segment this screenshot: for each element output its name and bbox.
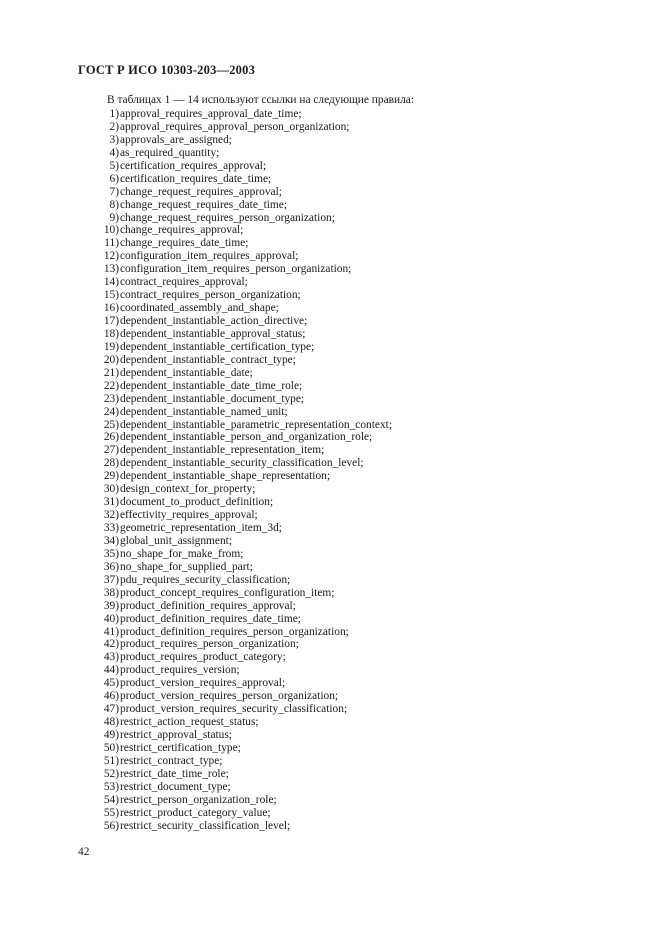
rule-number: 32) (103, 509, 119, 522)
rule-number: 1) (109, 108, 119, 120)
rule-name: change_request_requires_approval; (120, 185, 282, 198)
rule-name: change_requires_date_time; (120, 237, 249, 250)
rule-name: dependent_instantiable_person_and_organization_role; (120, 431, 373, 444)
rule-number: 49) (103, 729, 119, 741)
rule-name: product_requires_version; (120, 664, 240, 677)
rule-number: 11) (104, 237, 119, 250)
rule-name: restrict_product_category_value; (120, 806, 271, 819)
rule-name: certification_requires_date_time; (120, 172, 272, 185)
rule-name: effectivity_requires_approval; (120, 509, 258, 522)
rule-number: 47) (103, 703, 119, 716)
rule-number: 26) (103, 431, 119, 444)
rule-number: 15) (103, 289, 119, 302)
rule-number: 55) (103, 806, 119, 819)
rule-number: 39) (103, 599, 119, 612)
rule-name: dependent_instantiable_parametric_representation_context; (120, 418, 393, 431)
rule-number: 30) (103, 483, 119, 496)
rule-name: restrict_certification_type; (120, 741, 241, 754)
rule-number: 53) (103, 780, 119, 793)
rule-name: contract_requires_person_organization; (120, 289, 301, 302)
rule-name: approval_requires_approval_date_time; (120, 108, 302, 120)
rule-number: 23) (103, 392, 119, 405)
page-header: ГОСТ Р ИСО 10303-203—2003 (78, 63, 256, 77)
rule-number: 54) (103, 793, 119, 806)
rule-number: 24) (103, 405, 119, 418)
rule-name: change_requires_approval; (120, 224, 244, 237)
rule-number: 46) (103, 690, 119, 703)
rule-number: 52) (103, 767, 119, 780)
intro-paragraph: В таблицах 1 — 14 используют ссылки на следующие правила: (107, 94, 415, 106)
rule-name: dependent_instantiable_document_type; (120, 392, 305, 405)
rule-name: dependent_instantiable_named_unit; (120, 405, 288, 418)
rule-name: product_requires_person_organization; (120, 638, 299, 651)
rule-name: restrict_approval_status; (120, 729, 232, 741)
rule-number: 44) (103, 664, 119, 677)
rule-number: 8) (109, 198, 119, 211)
rule-name: product_definition_requires_date_time; (120, 612, 301, 625)
rule-number: 14) (103, 276, 119, 289)
rule-name: no_shape_for_make_from; (120, 547, 244, 560)
rule-name: no_shape_for_supplied_part; (120, 560, 253, 573)
rule-name: restrict_security_classification_level; (120, 819, 291, 832)
rule-number: 45) (103, 677, 119, 690)
rule-number: 33) (103, 522, 119, 534)
rule-name: dependent_instantiable_action_directive; (120, 315, 308, 327)
rule-number: 43) (103, 651, 119, 664)
rule-number: 40) (103, 612, 119, 625)
rule-number: 12) (103, 250, 119, 263)
rule-name: certification_requires_approval; (120, 159, 267, 172)
rule-number: 51) (103, 754, 119, 767)
page-number: 42 (78, 846, 90, 858)
rule-name: restrict_action_request_status; (120, 716, 259, 729)
rule-number: 18) (103, 327, 119, 340)
rule-name: restrict_date_time_role; (120, 767, 229, 780)
rule-number: 35) (103, 547, 119, 560)
rule-name: dependent_instantiable_security_classification_level; (120, 457, 364, 470)
rule-name: dependent_instantiable_contract_type; (120, 353, 296, 366)
rule-number: 22) (103, 379, 119, 392)
rule-name: configuration_item_requires_person_organization; (120, 263, 352, 276)
rule-name: global_unit_assignment; (120, 534, 232, 547)
rule-number: 31) (103, 496, 119, 509)
rule-number: 28) (103, 457, 119, 470)
rule-number: 16) (103, 302, 119, 315)
rule-number: 56) (103, 819, 119, 832)
rule-number: 4) (109, 146, 119, 159)
rule-name: product_version_requires_security_classification; (120, 703, 348, 716)
rule-number: 29) (103, 470, 119, 483)
rule-number: 6) (109, 172, 119, 185)
rule-name: dependent_instantiable_representation_item; (120, 444, 325, 457)
rule-name: dependent_instantiable_date; (120, 366, 253, 379)
rule-number: 19) (103, 340, 119, 353)
rule-number: 17) (103, 315, 119, 327)
rule-name: pdu_requires_security_classification; (120, 573, 291, 586)
rule-name: design_context_for_property; (120, 483, 256, 496)
rule-name: document_to_product_definition; (120, 496, 274, 509)
rule-number: 10) (103, 224, 119, 237)
rule-number: 50) (103, 741, 119, 754)
rule-name: product_version_requires_approval; (120, 677, 286, 690)
rule-name: product_concept_requires_configuration_item; (120, 586, 335, 599)
rule-name: approval_requires_approval_person_organization; (120, 120, 350, 133)
rule-name: product_version_requires_person_organization; (120, 690, 339, 703)
rule-name: approvals_are_assigned; (120, 133, 232, 146)
rule-number: 38) (103, 586, 119, 599)
rule-name: geometric_representation_item_3d; (120, 522, 282, 534)
rule-number: 20) (103, 353, 119, 366)
rule-number: 9) (109, 211, 119, 224)
rule-number: 25) (103, 418, 119, 431)
rule-name: product_definition_requires_approval; (120, 599, 296, 612)
rule-number: 7) (109, 185, 119, 198)
rule-name: change_request_requires_person_organization; (120, 211, 335, 224)
rule-number: 2) (109, 120, 119, 133)
rule-number: 21) (103, 366, 119, 379)
rule-number: 3) (109, 133, 119, 146)
rule-number: 27) (103, 444, 119, 457)
rule-name: coordinated_assembly_and_shape; (120, 302, 279, 315)
rule-name: restrict_person_organization_role; (120, 793, 277, 806)
rule-number: 13) (103, 263, 119, 276)
rule-name: dependent_instantiable_shape_representation; (120, 470, 331, 483)
rule-number: 5) (109, 159, 119, 172)
rule-name: product_definition_requires_person_organization; (120, 625, 349, 638)
rule-number: 42) (103, 638, 119, 651)
rule-name: restrict_contract_type; (120, 754, 223, 767)
rule-name: restrict_document_type; (120, 780, 231, 793)
rule-name: configuration_item_requires_approval; (120, 250, 299, 263)
rule-name: dependent_instantiable_approval_status; (120, 327, 306, 340)
rule-name: change_request_requires_date_time; (120, 198, 287, 211)
rule-name: product_requires_product_category; (120, 651, 286, 664)
rule-name: dependent_instantiable_date_time_role; (120, 379, 303, 392)
rule-number: 41) (103, 625, 119, 638)
rule-name: dependent_instantiable_certification_type; (120, 340, 315, 353)
rule-number: 48) (103, 716, 119, 729)
rule-number: 36) (103, 560, 119, 573)
rule-name: contract_requires_approval; (120, 276, 248, 289)
rule-number: 34) (103, 534, 119, 547)
rule-number: 37) (103, 573, 119, 586)
rule-name: as_required_quantity; (120, 146, 220, 159)
